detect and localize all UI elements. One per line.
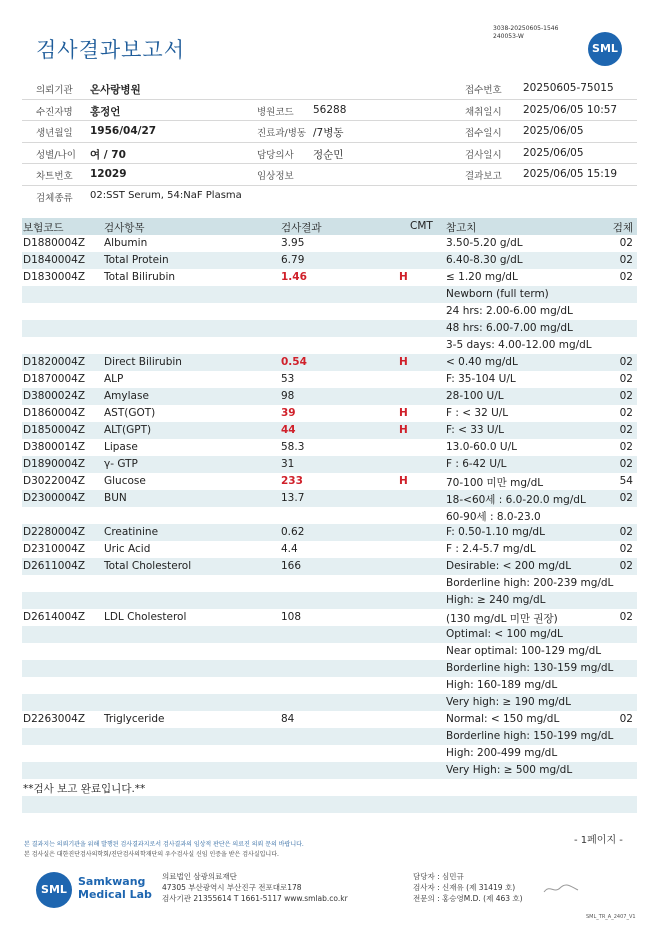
signature	[542, 882, 582, 898]
item-cell: ALP	[104, 373, 124, 385]
reference-cell: 24 hrs: 2.00-6.00 mg/dL	[446, 305, 573, 317]
result-cell: 98	[281, 390, 295, 402]
header-specimen: 검체	[612, 222, 633, 234]
receipt-no-value: 20250605-75015	[523, 82, 614, 94]
reference-cell: 13.0-60.0 U/L	[446, 441, 517, 453]
signature-mark	[542, 882, 582, 896]
reference-cell: F : < 32 U/L	[446, 407, 509, 419]
specimen-cell: 02	[619, 373, 633, 385]
header-item: 검사항목	[104, 222, 145, 234]
result-cell: 0.62	[281, 526, 305, 538]
code-cell: D1840004Z	[23, 254, 86, 266]
staff-info	[413, 871, 523, 904]
sml-logo: SML	[588, 32, 622, 66]
result-cell: 1.46	[281, 271, 307, 283]
table-row	[22, 405, 637, 422]
specimen-cell: 02	[619, 407, 633, 419]
certification-note: 본 검사실은 대한진단검사의학회/진단검사의학재단의 우수검사실 신임 인증을 받은 검사실입니다.	[24, 851, 279, 858]
reference-cell: (130 mg/dL 미만 권장)	[446, 613, 558, 625]
item-cell: Direct Bilirubin	[104, 356, 182, 368]
code-cell: D2280004Z	[23, 526, 86, 538]
received-value: 2025/06/05	[523, 125, 584, 137]
item-cell: ALT(GPT)	[104, 424, 152, 436]
table-row	[22, 507, 637, 524]
table-row	[22, 320, 637, 337]
reference-cell: 18-<60세 : 6.0-20.0 mg/dL	[446, 494, 586, 506]
header-code: 보험코드	[23, 222, 64, 234]
cmt-cell: H	[399, 475, 408, 487]
hospital-code-label: 병원코드	[257, 106, 294, 118]
specimen-cell: 02	[619, 390, 633, 402]
item-cell: γ- GTP	[104, 458, 138, 470]
specimen-cell: 02	[619, 441, 633, 453]
specimen-label: 검체종류	[36, 192, 73, 204]
cmt-cell: H	[399, 407, 408, 419]
item-cell: AST(GOT)	[104, 407, 156, 419]
table-row	[22, 456, 637, 473]
document-id-line-1: 3038-20250605-1546	[493, 25, 559, 32]
table-row	[22, 303, 637, 320]
result-cell: 13.7	[281, 492, 305, 504]
reference-cell: 48 hrs: 6.00-7.00 mg/dL	[446, 322, 573, 334]
specimen-cell: 02	[619, 713, 633, 725]
cmt-cell: H	[399, 271, 408, 283]
specimen-cell: 02	[619, 356, 633, 368]
reference-cell: Newborn (full term)	[446, 288, 549, 300]
doctor-label: 담당의사	[257, 149, 294, 161]
staff-tester: 검사자 : 신재유 (제 31419 호)	[413, 883, 516, 892]
sex-age-label: 성별/나이	[36, 149, 76, 161]
item-cell: Glucose	[104, 475, 146, 487]
info-row	[22, 121, 637, 143]
item-cell: Total Bilirubin	[104, 271, 176, 283]
specimen-cell: 02	[619, 237, 633, 249]
hospital-label: 의뢰기관	[36, 85, 73, 96]
reference-cell: Near optimal: 100-129 mg/dL	[446, 645, 602, 657]
code-cell: D3800014Z	[23, 441, 86, 453]
table-row	[22, 473, 637, 490]
reference-cell: 28-100 U/L	[446, 390, 504, 402]
result-cell: 31	[281, 458, 295, 470]
receipt-no-label: 접수번호	[465, 85, 502, 96]
specimen-cell: 02	[619, 526, 633, 538]
code-cell: D2611004Z	[23, 560, 86, 572]
code-cell: D2614004Z	[23, 611, 86, 623]
table-row	[22, 796, 637, 813]
reference-cell: Borderline high: 130-159 mg/dL	[446, 662, 614, 674]
table-row	[22, 745, 637, 762]
reference-cell: 60-90세 : 8.0-23.0	[446, 511, 541, 523]
specimen-cell: 02	[619, 254, 633, 266]
reference-cell: 3-5 days: 4.00-12.00 mg/dL	[446, 339, 592, 351]
reference-cell: 3.50-5.20 g/dL	[446, 237, 523, 249]
table-row	[22, 354, 637, 371]
reference-cell: 6.40-8.30 g/dL	[446, 254, 523, 266]
table-row	[22, 558, 637, 575]
specimen-cell: 02	[619, 543, 633, 555]
table-row	[22, 609, 637, 626]
code-cell: D1820004Z	[23, 356, 86, 368]
doctor-value: 정순민	[313, 148, 344, 161]
result-cell: 166	[281, 560, 302, 572]
table-body	[22, 235, 637, 813]
table-row	[22, 762, 637, 779]
table-row	[22, 711, 637, 728]
item-cell: Total Cholesterol	[104, 560, 192, 572]
table-row	[22, 490, 637, 507]
table-header	[22, 218, 637, 235]
code-cell: D3022004Z	[23, 475, 86, 487]
reference-cell: F: < 33 U/L	[446, 424, 505, 436]
report-value: 2025/06/05 15:19	[523, 168, 618, 180]
specimen-cell: 02	[619, 271, 633, 283]
reference-cell: Optimal: < 100 mg/dL	[446, 628, 563, 640]
brand-name	[78, 875, 168, 901]
code-cell: D1830004Z	[23, 271, 86, 283]
result-cell: 84	[281, 713, 295, 725]
info-row	[22, 164, 637, 186]
code-cell: D1880004Z	[23, 237, 86, 249]
chart-value: 12029	[90, 168, 127, 180]
table-row	[22, 643, 637, 660]
info-row	[22, 100, 637, 122]
sml-footer-logo: SML	[36, 872, 72, 908]
chart-label: 차트번호	[36, 171, 73, 182]
hospital-value: 온사랑병원	[90, 84, 141, 96]
dob-value: 1956/04/27	[90, 125, 157, 137]
reference-cell: F: 35-104 U/L	[446, 373, 516, 385]
code-cell: D1890004Z	[23, 458, 86, 470]
collect-value: 2025/06/05 10:57	[523, 103, 618, 116]
table-row	[22, 626, 637, 643]
table-row	[22, 439, 637, 456]
result-cell: 44	[281, 424, 296, 436]
result-cell: 0.54	[281, 356, 307, 368]
table-row	[22, 575, 637, 592]
table-row	[22, 269, 637, 286]
table-row	[22, 252, 637, 269]
code-cell: D3800024Z	[23, 390, 86, 402]
result-cell: 3.95	[281, 237, 305, 249]
staff-person: 담당자 : 심민규	[413, 872, 464, 881]
results-table	[22, 218, 637, 813]
code-cell: **검사 보고 완료입니다.**	[23, 783, 146, 795]
header-ref: 참고치	[446, 222, 477, 234]
reference-cell: Borderline high: 200-239 mg/dL	[446, 577, 614, 589]
item-cell: LDL Cholesterol	[104, 611, 187, 623]
result-cell: 6.79	[281, 254, 305, 266]
reference-cell: Desirable: < 200 mg/dL	[446, 560, 572, 572]
page-number: - 1페이지 -	[574, 835, 623, 846]
code-cell: D1850004Z	[23, 424, 86, 436]
table-row	[22, 541, 637, 558]
report-label: 결과보고	[465, 171, 502, 182]
reference-cell: Very high: ≥ 190 mg/dL	[446, 696, 571, 708]
table-row	[22, 779, 637, 796]
org-name: 의료법인 삼광의료재단	[162, 872, 237, 881]
report-title: 검사결과보고서	[36, 38, 186, 62]
item-cell: Uric Acid	[104, 543, 151, 555]
item-cell: BUN	[104, 492, 127, 504]
result-cell: 4.4	[281, 543, 298, 555]
cmt-cell: H	[399, 356, 408, 368]
table-row	[22, 677, 637, 694]
header-result: 검사결과	[281, 222, 322, 234]
info-row	[22, 186, 637, 207]
reference-cell: F : 6-42 U/L	[446, 458, 507, 470]
specimen-cell: 02	[619, 560, 633, 572]
received-label: 접수일시	[465, 128, 502, 139]
table-row	[22, 286, 637, 303]
table-row	[22, 660, 637, 677]
dept-label: 진료과/병동	[257, 128, 307, 139]
table-row	[22, 728, 637, 745]
cmt-cell: H	[399, 424, 408, 436]
reference-cell: Very High: ≥ 500 mg/dL	[446, 764, 573, 776]
patient-info-section	[22, 78, 637, 206]
reference-cell: Borderline high: 150-199 mg/dL	[446, 730, 614, 742]
table-row	[22, 337, 637, 354]
result-cell: 233	[281, 475, 303, 487]
result-cell: 39	[281, 407, 296, 419]
specimen-cell: 02	[619, 424, 633, 436]
reference-cell: ≤ 1.20 mg/dL	[446, 271, 518, 283]
item-cell: Amylase	[104, 390, 149, 402]
document-id-line-2: 240053-W	[493, 33, 524, 40]
result-cell: 58.3	[281, 441, 305, 453]
dob-label: 생년월일	[36, 128, 73, 139]
specimen-cell: 02	[619, 492, 633, 504]
dept-value: /7병동	[313, 127, 344, 139]
document-id	[493, 25, 558, 41]
reference-cell: High: 200-499 mg/dL	[446, 747, 558, 759]
reference-cell: 70-100 미만 mg/dL	[446, 477, 544, 489]
table-row	[22, 371, 637, 388]
table-row	[22, 422, 637, 439]
table-row	[22, 235, 637, 252]
specimen-cell: 54	[619, 475, 633, 487]
header-cmt: CMT	[410, 220, 433, 232]
org-contact: 검사기관 21355614 T 1661-5117 www.smlab.co.kr	[162, 894, 348, 903]
reference-cell: Normal: < 150 mg/dL	[446, 713, 560, 725]
result-cell: 53	[281, 373, 295, 385]
reference-cell: < 0.40 mg/dL	[446, 356, 518, 368]
table-row	[22, 524, 637, 541]
org-address: 47305 부산광역시 부산진구 전포대로178	[162, 883, 302, 892]
specimen-cell: 02	[619, 458, 633, 470]
brand-line-2: Medical Lab	[78, 888, 152, 901]
info-row	[22, 78, 637, 100]
reference-cell: F : 2.4-5.7 mg/dL	[446, 543, 536, 555]
specimen-value: 02:SST Serum, 54:NaF Plasma	[90, 189, 242, 201]
form-code: SML_TR_A_2407_V1	[586, 914, 636, 920]
info-row	[22, 143, 637, 165]
reference-cell: High: 160-189 mg/dL	[446, 679, 558, 691]
test-date-label: 검사일시	[465, 149, 502, 161]
footer-note: 본 결과지는 의뢰기관을 위해 발행된 검사결과지로서 검사결과의 임상적 판단은 의료진 의뢰 문의 바랍니다.	[24, 841, 304, 848]
reference-cell: High: ≥ 240 mg/dL	[446, 594, 546, 606]
patient-value: 홍정언	[90, 105, 121, 118]
table-row	[22, 388, 637, 405]
item-cell: Triglyceride	[104, 713, 165, 725]
code-cell: D2263004Z	[23, 713, 86, 725]
reference-cell: F: 0.50-1.10 mg/dL	[446, 526, 545, 538]
sex-age-value: 여 / 70	[90, 148, 126, 161]
clinical-label: 임상정보	[257, 171, 294, 182]
item-cell: Total Protein	[104, 254, 169, 266]
item-cell: Lipase	[104, 441, 138, 453]
item-cell: Creatinine	[104, 526, 159, 538]
table-row	[22, 694, 637, 711]
item-cell: Albumin	[104, 237, 148, 249]
result-cell: 108	[281, 611, 302, 623]
patient-label: 수진자명	[36, 106, 73, 118]
staff-specialist: 전문의 : 홍승영M.D. (제 463 호)	[413, 894, 523, 903]
table-row	[22, 592, 637, 609]
code-cell: D2300004Z	[23, 492, 86, 504]
test-date-value: 2025/06/05	[523, 146, 584, 159]
hospital-code-value: 56288	[313, 103, 347, 116]
code-cell: D2310004Z	[23, 543, 86, 555]
specimen-cell: 02	[619, 611, 633, 623]
collect-label: 채취일시	[465, 106, 502, 118]
org-info	[162, 871, 348, 904]
code-cell: D1860004Z	[23, 407, 86, 419]
brand-line-1: Samkwang	[78, 875, 146, 888]
code-cell: D1870004Z	[23, 373, 86, 385]
